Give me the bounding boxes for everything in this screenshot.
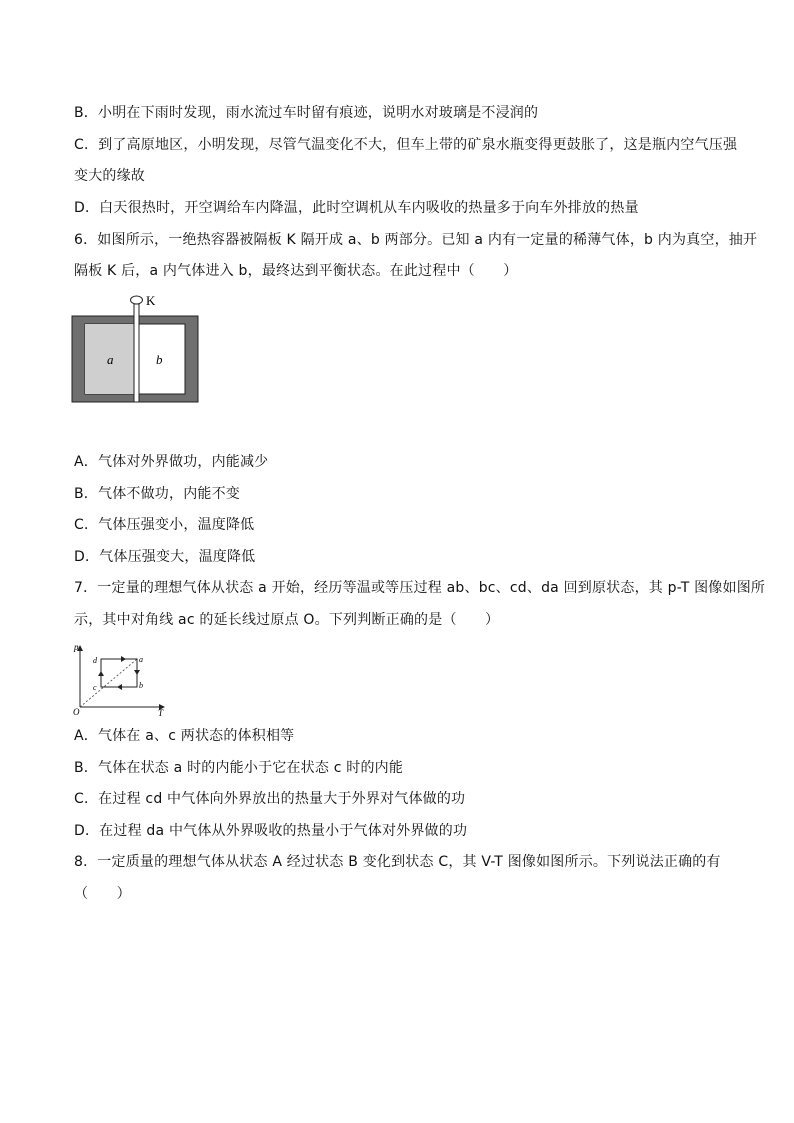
q7-pt-diagram — [72, 640, 172, 716]
q5-option-c-line2: 变大的缘故 — [74, 168, 145, 184]
q7-point-b: b — [139, 681, 143, 690]
q6-label-a: a — [107, 352, 114, 367]
q7-stem-line2: 示，其中对角线 ac 的延长线过原点 O。下列判断正确的是（ ） — [74, 612, 500, 628]
q7-stem-line1: 7．一定量的理想气体从状态 a 开始，经历等温或等压过程 ab、bc、cd、da 回到原状态，其 p-T 图像如图所 — [74, 580, 766, 596]
q7-origin-label: O — [73, 707, 80, 716]
q7-option-a: A．气体在 a、c 两状态的体积相等 — [74, 728, 295, 744]
q7-arrow-cd — [98, 671, 104, 676]
q6-container-figure — [70, 290, 205, 408]
q7-axis-p-label: p — [74, 642, 79, 652]
q7-arrow-da — [121, 656, 126, 662]
q7-arrow-bc — [117, 684, 122, 690]
q5-option-d: D．白天很热时，开空调给车内降温，此时空调机从车内吸收的热量多于向车外排放的热量 — [74, 200, 639, 216]
q7-option-b: B．气体在状态 a 时的内能小于它在状态 c 时的内能 — [74, 760, 404, 776]
q7-point-c: c — [93, 683, 97, 692]
q7-arrow-ab — [134, 670, 140, 675]
q7-point-d: d — [93, 656, 97, 665]
q7-option-d: D．在过程 da 中气体从外界吸收的热量小于气体对外界做的功 — [74, 823, 468, 839]
q6-option-c: C．气体压强变小，温度降低 — [74, 517, 255, 533]
q6-stem-line2: 隔板 K 后，a 内气体进入 b，最终达到平衡状态。在此过程中（ ） — [74, 263, 518, 279]
q6-partition-handle — [131, 296, 143, 304]
q6-option-b: B．气体不做功，内能不变 — [74, 486, 241, 502]
q6-label-k: K — [146, 293, 156, 308]
q7-point-a: a — [139, 655, 143, 664]
q5-option-b: B．小明在下雨时发现，雨水流过车时留有痕迹，说明水对玻璃是不浸润的 — [74, 105, 539, 121]
q6-partition-k — [134, 304, 139, 402]
q6-option-d: D．气体压强变大，温度降低 — [74, 549, 256, 565]
q7-option-c: C．在过程 cd 中气体向外界放出的热量大于外界对气体做的功 — [74, 791, 466, 807]
q5-option-c-line1: C．到了高原地区，小明发现，尽管气温变化不大，但车上带的矿泉水瓶变得更鼓胀了，这是瓶内空气压强 — [74, 137, 738, 153]
q6-option-a: A．气体对外界做功，内能减少 — [74, 454, 269, 470]
q8-stem-line1: 8．一定质量的理想气体从状态 A 经过状态 B 变化到状态 C，其 V-T 图像如图所示。下列说法正确的有 — [74, 854, 721, 870]
q7-axis-t-label: T — [158, 708, 164, 716]
q6-stem-line1: 6．如图所示，一绝热容器被隔板 K 隔开成 a、b 两部分。已知 a 内有一定量的稀薄气体，b 内为真空，抽开 — [74, 232, 758, 248]
q8-stem-line2: （ ） — [74, 886, 131, 902]
q6-label-b: b — [156, 352, 163, 367]
q7-cycle-abcd — [101, 659, 137, 687]
q7-diagonal-ac — [80, 659, 137, 707]
